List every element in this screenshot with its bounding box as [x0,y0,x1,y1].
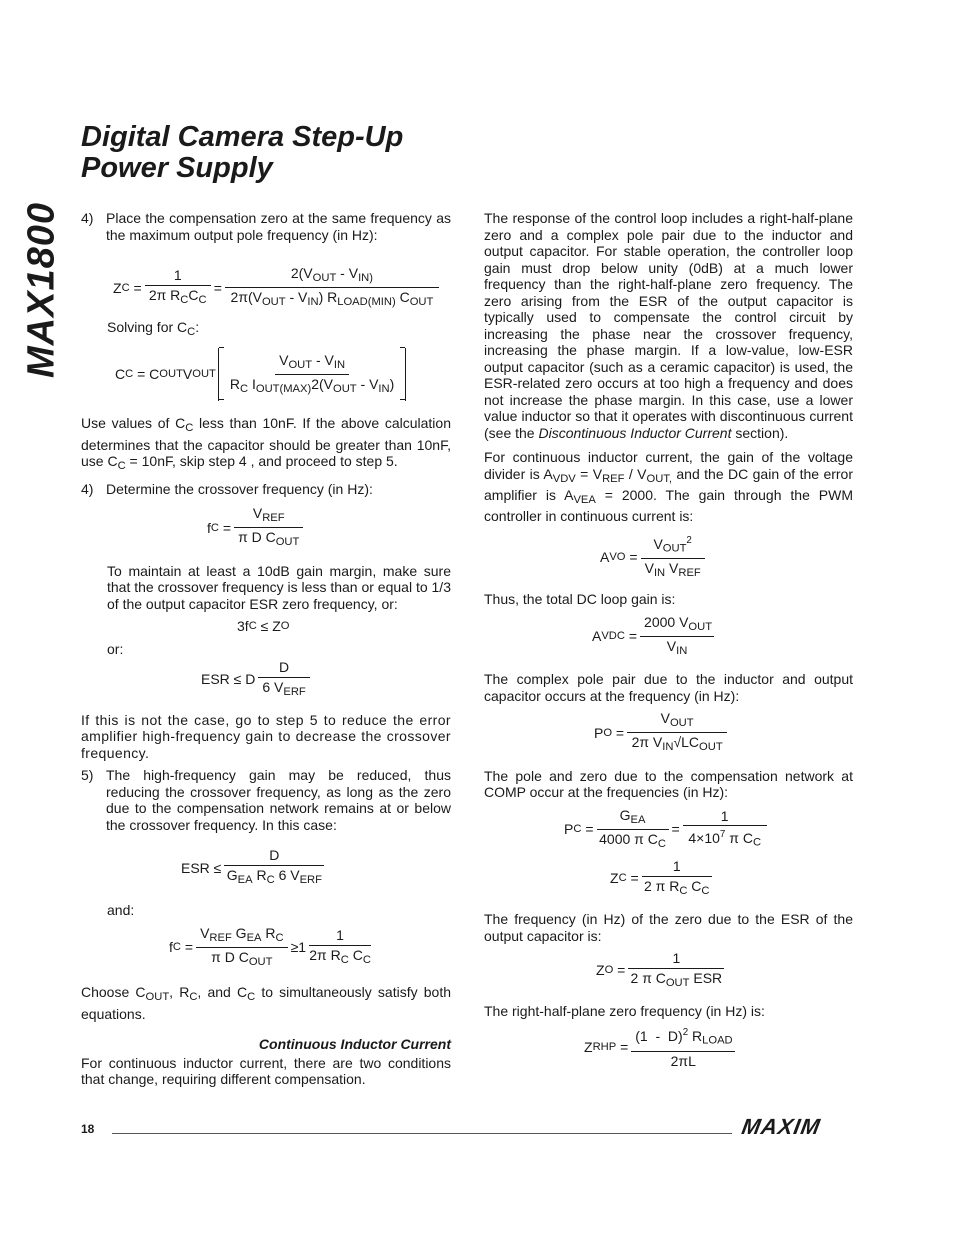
equation-fc-2: f C = $\frac{V_{REF} G_{EA} R_C}{\pi D C_{OUT}}$ ≥1 $\frac{1}{2\pi R_C C_C}$ [169,924,371,968]
solving-text: Solving for $C_C$: [107,318,200,338]
equation-zo: Z O = $\frac{1}{2 \pi C_{OUT} ESR}$ [596,950,853,991]
equation-zrhp: Z RHP = $\frac{(1 - D)^2 R_{LOAD}}{2\pi L}$ [584,1025,853,1069]
step-4a [81,210,451,243]
response-paragraph: The response of the control loop includes a right-half-plane zero and a complex pole pair due to the inductor and output capacitor. For stable operation, the controller loop gain must drop below unity (0dB) at a much lower frequency than the right-half-plane zero frequency. The zero arising from the ESR of the output capacitor is typically used to compensate the control circuit by increasing the phase near the crossover frequency, increasing the phase margin. If a low-value, low-ESR output capacitor (such as a ceramic capacitor) is used, the ESR-related zero occurs at too high a frequency and does not increase the phase margin. In this case, use a lower value inductor so that it operates with discontinuous current (see the Discontinuous Inductor Current section). [484,210,853,441]
continuous-inductor-heading: Continuous Inductor Current [258,1036,451,1053]
equation-3fc: 3f C ≤ Z O [237,618,290,635]
thus-text: Thus, the total DC loop gain is: [484,591,676,608]
freq-zero-paragraph: The frequency (in Hz) of the zero due to the ESR of the output capacitor is: [484,911,853,944]
pole-zero-paragraph: The pole and zero due to the compensation network at COMP occur at the frequencies (in Hz): [484,767,853,801]
equation-avdc: A VDC = $\frac{2000 V_{OUT}}{V_{IN}}$ [592,613,713,657]
equation-esr-2: ESR ≤ $\frac{D}{G_{EA} R_C 6 V_{ERF}}$ [181,847,451,888]
equation-zc-right: Z C = $\frac{1}{2 \pi R_C C_C}$ [610,858,853,899]
page-title [81,122,403,184]
step-text: The high-frequency gain may be reduced, thus reducing the crossover frequency, as long as the zero due to the compensation network remains at or below the crossover frequency. In this case: [106,767,451,833]
step-5 [81,767,451,833]
title-line-1: Digital Camera Step-Up [81,121,404,153]
continuous-paragraph: For continuous inductor current, there are two conditions that change, requiring different compensation. [81,1054,451,1088]
equation-cc: C C = C OUT V OUT $\frac{V_{OUT} - V_{IN}}{R_C I_{OUT(MAX)}2(V_{OUT} - V_{IN})}$ [115,348,451,402]
equation-pc: P C = $\frac{G_{EA}}{4000 \pi C_C}$ = $\frac{1}{4\times 10^7 \pi C_C}$ [564,807,853,853]
right-column [484,210,853,1069]
equation-zc: Z C = $\frac{1}{2\pi R_CC_C}$ = $\frac{2(V_{OUT} - V_{IN)}}{2\pi(V_{OUT} - V_{IN}) R_{LOAD(MIN)} C_{OUT}}$ [113,265,451,311]
choose-paragraph: Choose $C_{OUT}$, $R_C$, and $C_C$ to simultaneously satisfy both equations. [81,984,451,1022]
sidebar-label: MAX1800 [20,202,63,378]
use-values-paragraph: Use values of $C_C$ less than 10nF. If the above calculation determines that the capacitor should be greater than 10nF, use $C_C = 10nF$, skip step 4 , and proceed to step 5. [81,415,451,473]
complex-pole-paragraph: The complex pole pair due to the inductor and output capacitor occurs at the frequency (in Hz): [484,671,853,704]
equation-avo: A VO = $\frac{V_{OUT}^2}{V_{IN} V_{REF}}$ [600,533,853,581]
step-number: 4) [81,210,94,226]
step-number: 4) [81,480,94,497]
maxim-logo: MAXIM [739,1114,823,1139]
step-4b [81,481,451,498]
equation-po: P O = $\frac{V_{OUT}}{2\pi V_{IN}√LC_{OUT}}$ [594,710,853,756]
equation-fc: f C = $\frac{V_{REF}}{\pi D C_{OUT}}$ [207,505,451,551]
if-not-paragraph: If this is not the case, go to step 5 to reduce the error amplifier high-frequency gain to decrease the crossover frequency. [81,711,451,761]
equation-esr-1: ESR ≤ D $\frac{D}{6 V_{ERF}}$ [201,659,451,700]
step-number: 5) [81,767,94,784]
footer-divider [112,1133,732,1134]
left-column [81,210,451,1094]
gain-paragraph: For continuous inductor current, the gain of the voltage divider is $A_{VDV} = V_{REF} / V_{OUT,}$ and the DC gain of the error amplifier is $A_{VEA} = 2000$. The gain through the PWM controller in continuous current is: [484,449,854,525]
sidebar-part-number [20,202,63,378]
step-text: Place the compensation zero at the same frequency as the maximum output pole frequency (in Hz): [106,210,451,243]
and-text: and: [107,902,135,919]
step-text: Determine the crossover frequency (in Hz): [106,480,373,497]
rhp-text: The right-half-plane zero frequency (in Hz) is: [484,1002,765,1019]
gain-margin-text: To maintain at least a 10dB gain margin, make sure that the crossover frequency is less than or equal to 1/3 of the output capacitor ESR zero frequency, or: [107,562,451,612]
or-text: or: [107,640,124,657]
page-number: 18 [81,1122,95,1136]
title-line-2: Power Supply [81,152,273,184]
